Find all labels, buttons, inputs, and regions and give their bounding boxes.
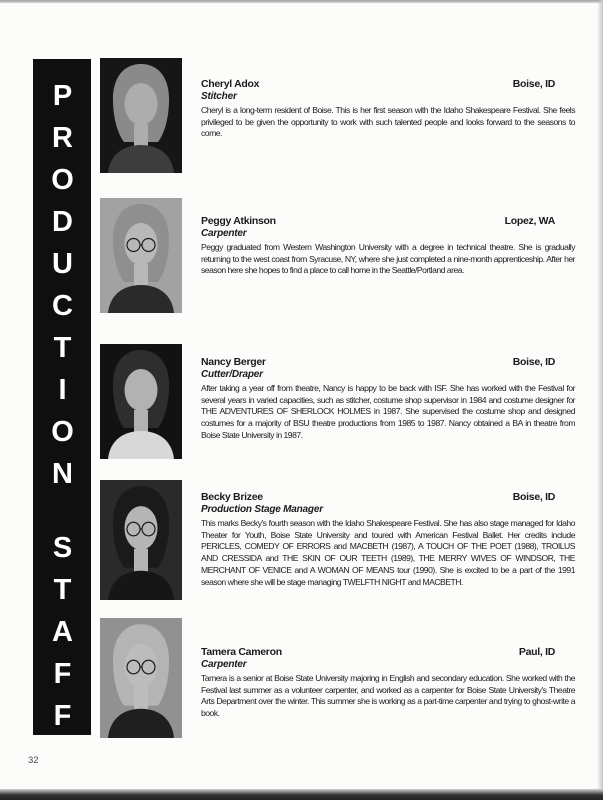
staff-title: Production Stage Manager [201, 504, 323, 515]
scan-edge-right [597, 0, 603, 800]
staff-portrait-photo [100, 480, 182, 600]
page-number: 32 [28, 755, 39, 766]
portrait-placeholder-icon [100, 58, 182, 173]
staff-name: Tamera Cameron [201, 646, 282, 658]
scan-edge-bottom [0, 789, 603, 800]
staff-location: Lopez, WA [504, 215, 555, 227]
staff-title: Carpenter [201, 228, 247, 239]
staff-portrait-photo [100, 58, 182, 173]
staff-entry-text [201, 215, 575, 277]
staff-name: Becky Brizee [201, 491, 263, 503]
staff-location: Paul, ID [518, 646, 555, 658]
staff-bio: After taking a year off from theatre, Nancy is happy to be back with ISF. She has worked with the Festival for several years in varied capacities, such as stitcher, costume shop supervisor in 1984 and costume designer for THE ADVENTURES OF SHERLOCK HOLMES in 1987. She supervised the costume shop and designed costumes for a majority of BSU theatre productions from 1985 to 1987. Nancy obtained a BA in theatre from Boise State University in 1987. [201, 383, 575, 440]
portrait-placeholder-icon [100, 480, 182, 600]
scan-edge-top [0, 0, 603, 3]
staff-portrait-photo [100, 618, 182, 738]
portrait-placeholder-icon [100, 344, 182, 459]
banner-word-production: PRODUCTION [46, 80, 79, 500]
staff-entry-text [201, 78, 575, 140]
staff-title: Carpenter [201, 659, 247, 670]
banner-word-staff: STAFF [46, 532, 79, 742]
staff-location: Boise, ID [512, 491, 555, 503]
portrait-placeholder-icon [100, 618, 182, 738]
staff-name: Cheryl Adox [201, 78, 260, 90]
staff-entry-text [201, 646, 575, 720]
staff-title: Cutter/Draper [201, 369, 263, 380]
staff-title: Stitcher [201, 91, 237, 102]
portrait-placeholder-icon [100, 198, 182, 313]
staff-portrait-photo [100, 344, 182, 459]
production-staff-banner [33, 59, 91, 742]
staff-bio: This marks Becky's fourth season with the Idaho Shakespeare Festival. She has also stage managed for Idaho Theater for Youth, Boise State University and toured with American Festival Ballet. Her credits include PERICLES, COMEDY OF ERRORS and MACBETH (1987), A TOUCH OF THE POET (1988), TROILUS AND CRESSIDA and THE SKIN OF OUR TEETH (1989), THE MERRY WIVES OF WINDSOR, THE MERCHANT OF VENICE and A WOMAN OF MEANS tour (1990). She is excited to be a part of the 1991 season where she will be stage managing TWELFTH NIGHT and MACBETH. [201, 518, 575, 587]
staff-portrait-photo [100, 198, 182, 313]
staff-bio: Tamera is a senior at Boise State University majoring in English and secondary education. She worked with the Festival last summer as a volunteer carpenter, and worked as a carpenter for Boise State University's Theatre Arts Department over the winter. This summer she is working as a part-time carpenter and trying to ghost-write a book. [201, 673, 575, 719]
staff-location: Boise, ID [512, 78, 555, 90]
staff-name: Peggy Atkinson [201, 215, 276, 227]
staff-location: Boise, ID [512, 356, 555, 368]
staff-bio: Cheryl is a long-term resident of Boise. This is her first season with the Idaho Shakespeare Festival. She feels privileged to be given the opportunity to work with such talented people and looks forward to the seasons to come. [201, 105, 575, 139]
staff-name: Nancy Berger [201, 356, 266, 368]
staff-bio: Peggy graduated from Western Washington University with a degree in technical theatre. She is gradually returning to the west coast from Syracuse, NY, where she just completed a nine-month apprenticeship. After her season here she hopes to find a place to call home in the Seattle/Portland area. [201, 242, 575, 276]
staff-entry-text [201, 491, 575, 588]
staff-entry-text [201, 356, 575, 442]
